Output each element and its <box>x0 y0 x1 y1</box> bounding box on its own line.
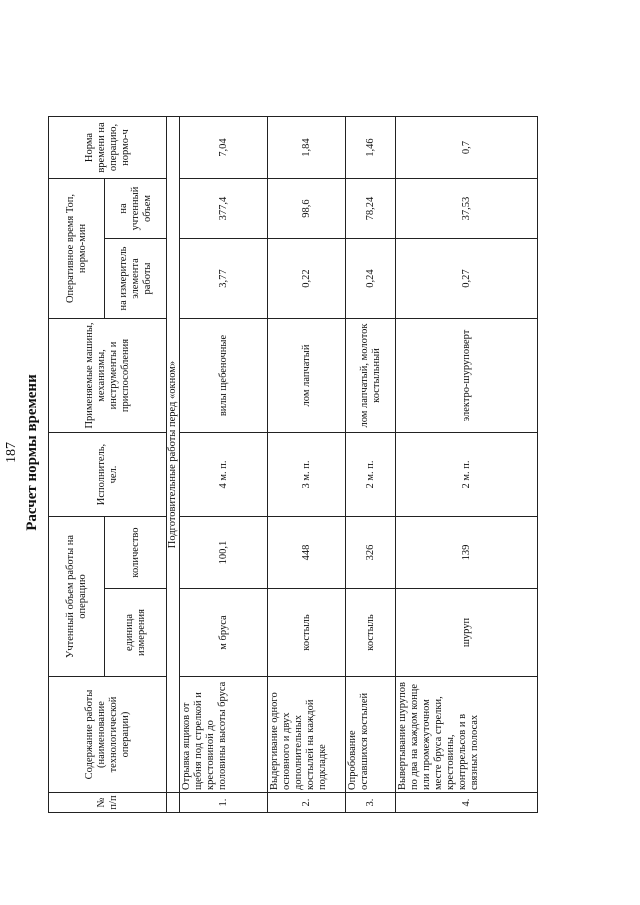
row-unit: м бруса <box>180 589 268 677</box>
norm-table <box>48 116 538 813</box>
section-spacer-left <box>167 793 180 813</box>
header-volume-group: Учтенный объем работы на операцию <box>49 517 105 677</box>
row-norm: 0,7 <box>396 117 538 179</box>
row-per-unit: 3,77 <box>180 239 268 319</box>
row-quantity: 139 <box>396 517 538 589</box>
header-num: № п/п <box>49 793 167 813</box>
header-content: Содержание работы (наименование технологической операции) <box>49 677 167 793</box>
row-content: Выдергивание одного основного и двух дополнительных костылей на каждой подкладке <box>268 677 346 793</box>
header-per-unit: на измеритель элемента работы <box>105 239 167 319</box>
row-per-unit: 0,27 <box>396 239 538 319</box>
row-executor: 2 м. п. <box>346 433 396 517</box>
table-row <box>180 117 268 813</box>
row-tools: вилы щебеночные <box>180 319 268 433</box>
row-norm: 7,04 <box>180 117 268 179</box>
section-title: Подготовительные работы перед «окном» <box>167 117 180 793</box>
row-num: 1. <box>180 793 268 813</box>
header-tools: Применяемые машины, механизмы, инструменты и приспособления <box>49 319 167 433</box>
row-executor: 2 м. п. <box>396 433 538 517</box>
row-unit: костыль <box>346 589 396 677</box>
row-tools: лом лапчатый <box>268 319 346 433</box>
header-norm: Норма времени на операцию, нормо-ч <box>49 117 167 179</box>
row-num: 4. <box>396 793 538 813</box>
table-row <box>396 117 538 813</box>
header-executor: Исполнитель, чел. <box>49 433 167 517</box>
row-quantity: 326 <box>346 517 396 589</box>
header-row-1 <box>49 117 105 813</box>
row-tools: электро-шуруповерт <box>396 319 538 433</box>
row-content: Отрывка ящиков от щебня под стрелкой и крестовиной до половины высоты бруса <box>180 677 268 793</box>
row-tools: лом лапчатый, молоток костыльный <box>346 319 396 433</box>
header-per-volume: на учтенный объем <box>105 179 167 239</box>
row-per-unit: 0,22 <box>268 239 346 319</box>
row-per-volume: 78,24 <box>346 179 396 239</box>
row-per-unit: 0,24 <box>346 239 396 319</box>
row-unit: костыль <box>268 589 346 677</box>
row-norm: 1,46 <box>346 117 396 179</box>
row-norm: 1,84 <box>268 117 346 179</box>
row-unit: шуруп <box>396 589 538 677</box>
section-row <box>167 117 180 813</box>
row-executor: 4 м. п. <box>180 433 268 517</box>
row-num: 3. <box>346 793 396 813</box>
page-title: Расчет нормы времени <box>24 374 40 531</box>
row-per-volume: 37,53 <box>396 179 538 239</box>
row-quantity: 448 <box>268 517 346 589</box>
header-op-time-group: Оперативное время Топ, нормо-мин <box>49 179 105 319</box>
row-per-volume: 377,4 <box>180 179 268 239</box>
table-row <box>346 117 396 813</box>
row-content: Вывертывание шурупов по два на каждом конце или промежуточном месте бруса стрелки, крестовины, контррельсов и в связных полосах <box>396 677 538 793</box>
row-per-volume: 98,6 <box>268 179 346 239</box>
page-number: 187 <box>4 442 19 463</box>
row-num: 2. <box>268 793 346 813</box>
header-unit: единица измерения <box>105 589 167 677</box>
row-quantity: 100,1 <box>180 517 268 589</box>
row-content: Опробование оставшихся костылей <box>346 677 396 793</box>
table-row <box>268 117 346 813</box>
row-executor: 3 м. п. <box>268 433 346 517</box>
header-quantity: количество <box>105 517 167 589</box>
